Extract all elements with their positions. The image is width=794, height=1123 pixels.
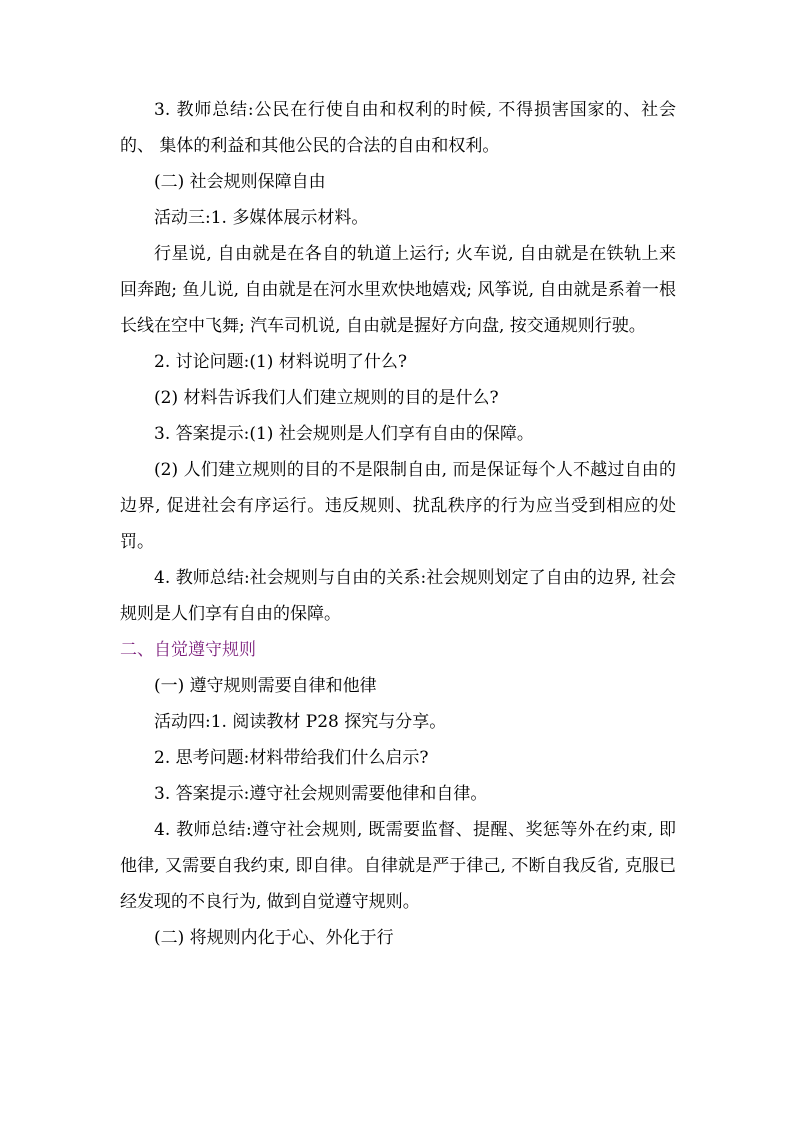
- paragraph-think-question: 2. 思考问题:材料带给我们什么启示?: [154, 748, 429, 768]
- paragraph-answer-hint-2: (2) 人们建立规则的目的不是限制自由, 而是保证每个人不越过自由的边界, 促进社会有序运行。违反规则、扰乱秩序的行为应当受到相应的处罚。: [120, 460, 676, 552]
- paragraph-answer-hint-1: 3. 答案提示:(1) 社会规则是人们享有自由的保障。: [154, 424, 534, 444]
- paragraph-activity-4: 活动四:1. 阅读教材 P28 探究与分享。: [154, 712, 447, 732]
- subheading-internalize-rules: (二) 将规则内化于心、外化于行: [154, 928, 394, 948]
- section-heading-obey-rules: 二、自觉遵守规则: [120, 640, 256, 660]
- paragraph-discussion-question-2: (2) 材料告诉我们人们建立规则的目的是什么?: [154, 388, 499, 408]
- paragraph-teacher-summary-discipline: 4. 教师总结:遵守社会规则, 既需要监督、提醒、奖惩等外在约束, 即他律, 又需要自我约束, 即自律。自律就是严于律己, 不断自我反省, 克服已经发现的不良行为, 做到自觉遵守规则。: [120, 820, 676, 912]
- paragraph-freedom-material: 行星说, 自由就是在各自的轨道上运行; 火车说, 自由就是在铁轨上来回奔跑; 鱼儿说, 自由就是在河水里欢快地嬉戏; 风筝说, 自由就是系着一根长线在空中飞舞; 汽车司机说, 自由就是握好方向盘, 按交通规则行驶。: [120, 244, 676, 336]
- paragraph-activity-3: 活动三:1. 多媒体展示材料。: [154, 208, 369, 228]
- subheading-self-and-external-discipline: (一) 遵守规则需要自律和他律: [154, 676, 377, 696]
- paragraph-teacher-summary-4: 4. 教师总结:社会规则与自由的关系:社会规则划定了自由的边界, 社会规则是人们享有自由的保障。: [120, 568, 676, 624]
- paragraph-discussion-question-1: 2. 讨论问题:(1) 材料说明了什么?: [154, 352, 407, 372]
- paragraph-answer-hint-3: 3. 答案提示:遵守社会规则需要他律和自律。: [154, 784, 488, 804]
- paragraph-teacher-summary-3: 3. 教师总结:公民在行使自由和权利的时候, 不得损害国家的、社会的、 集体的利益和其他公民的合法的自由和权利。: [120, 100, 676, 156]
- document-body: [120, 92, 676, 956]
- subheading-rules-protect-freedom: (二) 社会规则保障自由: [154, 172, 326, 192]
